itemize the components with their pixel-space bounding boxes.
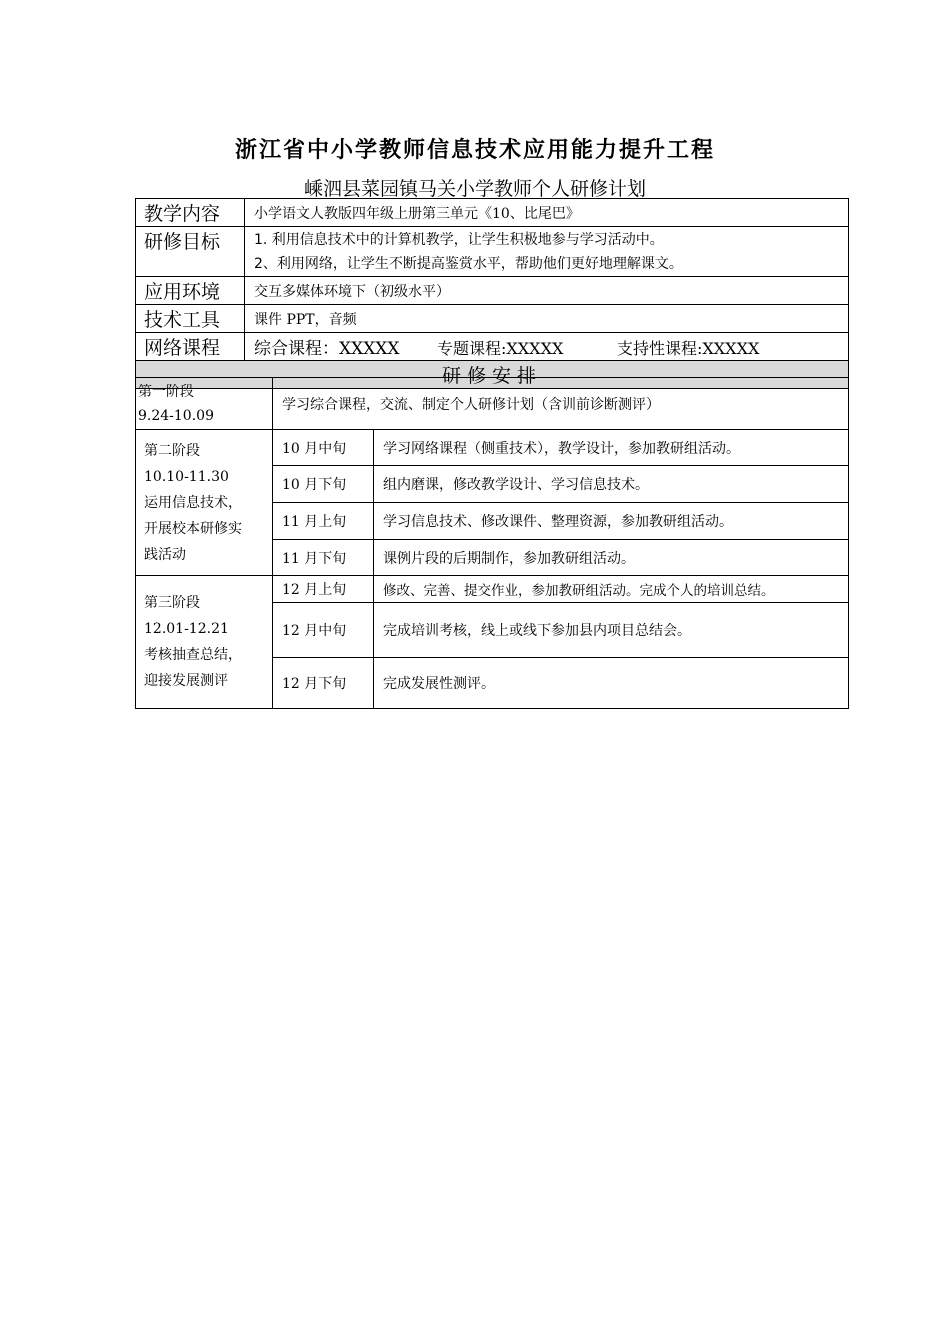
stage2-desc-1: 运用信息技术，	[144, 494, 242, 511]
task-cell: 完成培训考核，线上或线下参加县内项目总结会。	[374, 603, 849, 658]
stage2-dates: 10.10-11.30	[144, 468, 229, 485]
task-cell: 组内磨课，修改教学设计、学习信息技术。	[374, 466, 849, 503]
document-title: 浙江省中小学教师信息技术应用能力提升工程	[234, 138, 715, 163]
stage2-desc-2: 开展校本研修实	[144, 520, 242, 537]
teaching-content-value: 小学语文人教版四年级上册第三单元《10、比尾巴》	[245, 199, 849, 227]
study-goal-label: 研修目标	[136, 227, 245, 277]
task-cell: 完成发展性测评。	[374, 658, 849, 709]
period-cell: 12 月中旬	[273, 603, 374, 658]
period-cell: 10 月中旬	[273, 430, 374, 466]
period-cell: 12 月下旬	[273, 658, 374, 709]
teaching-content-label: 教学内容	[136, 199, 245, 227]
row-tools	[136, 305, 849, 333]
environment-label: 应用环境	[136, 277, 245, 305]
task-cell: 修改、完善、提交作业，参加教研组活动。完成个人的培训总结。	[374, 576, 849, 603]
stage3-desc-1: 考核抽查总结，	[144, 647, 242, 663]
task-cell: 课例片段的后期制作，参加教研组活动。	[374, 540, 849, 576]
online-course-value	[245, 333, 849, 361]
period-cell: 12 月上旬	[273, 576, 374, 603]
stage3-desc-2: 迎接发展测评	[144, 673, 228, 689]
study-goal-value	[245, 227, 849, 277]
period-cell: 11 月下旬	[273, 540, 374, 576]
goal-line-1: 1. 利用信息技术中的计算机教学，让学生积极地参与学习活动中。	[254, 231, 664, 248]
schedule-table	[135, 377, 849, 709]
tools-label: 技术工具	[136, 305, 245, 333]
stage3-dates: 12.01-12.21	[144, 621, 229, 637]
row-online-course	[136, 333, 849, 361]
stage2-cell	[136, 430, 273, 576]
stage1-dates: 9.24-10.09	[138, 407, 214, 424]
goal-line-2: 2、利用网络，让学生不断提高鉴赏水平，帮助他们更好地理解课文。	[254, 255, 683, 272]
period-cell: 10 月下旬	[273, 466, 374, 503]
tools-value: 课件 PPT，音频	[245, 305, 849, 333]
online-course-label: 网络课程	[136, 333, 245, 361]
plan-info-table	[135, 198, 849, 389]
course-topic: 专题课程:XXXXX	[437, 339, 564, 358]
stage3-cell	[136, 576, 273, 709]
stage1-cell	[136, 378, 273, 430]
schedule-banner: 研修安排	[136, 361, 849, 389]
row-study-goal	[136, 227, 849, 277]
course-support: 支持性课程:XXXXX	[617, 339, 760, 358]
period-cell: 11 月上旬	[273, 503, 374, 540]
document-subtitle: 嵊泗县菜园镇马关小学教师个人研修计划	[303, 178, 646, 200]
stage1-row	[136, 378, 849, 430]
environment-value: 交互多媒体环境下（初级水平）	[245, 277, 849, 305]
task-cell: 学习信息技术、修改课件、整理资源，参加教研组活动。	[374, 503, 849, 540]
stage2-desc-3: 践活动	[144, 546, 186, 563]
table-row	[136, 576, 849, 603]
stage2-name: 第二阶段	[144, 442, 200, 459]
stage1-name: 第一阶段	[138, 383, 194, 400]
stage3-name: 第三阶段	[144, 595, 200, 611]
stage1-content: 学习综合课程，交流、制定个人研修计划（含训前诊断测评）	[273, 378, 849, 430]
row-environment	[136, 277, 849, 305]
table-row	[136, 430, 849, 466]
course-comprehensive: 综合课程：XXXXX	[254, 339, 400, 359]
row-teaching-content	[136, 199, 849, 227]
task-cell: 学习网络课程（侧重技术），教学设计，参加教研组活动。	[374, 430, 849, 466]
